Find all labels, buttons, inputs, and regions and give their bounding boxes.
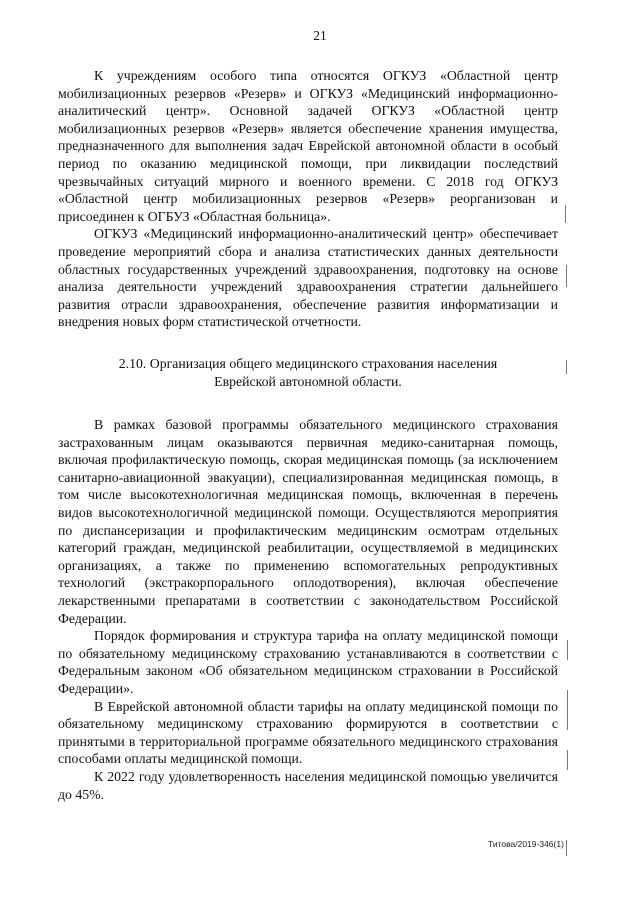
paragraph-tariff-structure: Порядок формирования и структура тарифа на оплату медицинской помощи по обязательному медицинскому страхованию устанавливаются в соответствии с Федеральным законом «Об обязательном медицинском страховании в Российской Федерации». (58, 628, 558, 696)
scan-artifact-mark (567, 690, 568, 730)
paragraph-tariffs-region: В Еврейской автономной области тарифы на оплату медицинской помощи по обязательному медицинскому страхованию формируются в соответствии с принятыми в территориальной программе обязательного медицинского страхования способами оплаты медицинской помощи. (58, 698, 558, 767)
paragraph-medical-info-center: ОГКУЗ «Медицинский информационно-аналитический центр» обеспечивает проведение мероприятий сбора и анализа статистических данных деятельности областных государственных учреждений здравоохранения, подготовку на основе анализа деятельности учреждений здравоохранения стратегии дальнейшего развития отрасли здравоохранения, обеспечение развития информатизации и внедрения новых форм статистической отчетности. (58, 226, 558, 330)
scan-artifact-mark (566, 265, 567, 287)
page-number: 21 (313, 28, 327, 43)
paragraph-basic-program: В рамках базовой программы обязательного медицинского страхования застрахованным лицам оказываются первичная медико-санитарная помощь, включая профилактическую помощь, скорая медицинская помощь (за исключением санитарно-авиационной эвакуации), специализированная медицинская помощь, в том числе высокотехнологичная медицинская помощь, включенная в перечень видов высокотехнологичной медицинской помощи. Осуществляются мероприятия по диспансеризации и профилактическим медицинским осмотрам отдельных категорий граждан, медицинской реабилитации, осуществляемой в медицинских организациях, а также по применению вспомогательных репродуктивных технологий (экстракорпорального оплодотворения), включая обеспечение лекарственными препаратами в соответствии с законодательством Российской Федерации. (58, 417, 558, 626)
scan-artifact-mark (566, 360, 567, 374)
scan-artifact-mark (565, 205, 566, 223)
footer-document-code: Титова/2019-346(1) (488, 839, 564, 849)
scan-artifact-mark (567, 640, 568, 660)
paragraph-satisfaction-target: К 2022 году удовлетворенность населения медицинской помощью увеличится до 45%. (58, 768, 558, 802)
section-heading-line-2: Еврейской автономной области. (214, 373, 402, 389)
section-heading-line-1: 2.10. Организация общего медицинского страхования населения (118, 355, 498, 371)
section-heading (58, 355, 558, 390)
scan-artifact-mark (567, 750, 568, 770)
scan-artifact-mark (566, 840, 567, 856)
paragraph-special-institutions: К учреждениям особого типа относятся ОГКУЗ «Областной центр мобилизационных резервов «Резерв» и ОГКУЗ «Медицинский информационно-аналитический центр». Основной задачей ОГКУЗ «Областной центр мобилизационных резервов «Резерв» является обеспечение хранения имущества, предназначенного для выполнения задач Еврейской автономной области в особый период по оказанию медицинской помощи, при ликвидации последствий чрезвычайных ситуаций мирного и военного времени. С 2018 год ОГКУЗ «Областной центр мобилизационных резервов «Резерв» реорганизован и присоединен к ОГБУЗ «Областная больница». (58, 68, 558, 224)
document-body (58, 67, 558, 803)
